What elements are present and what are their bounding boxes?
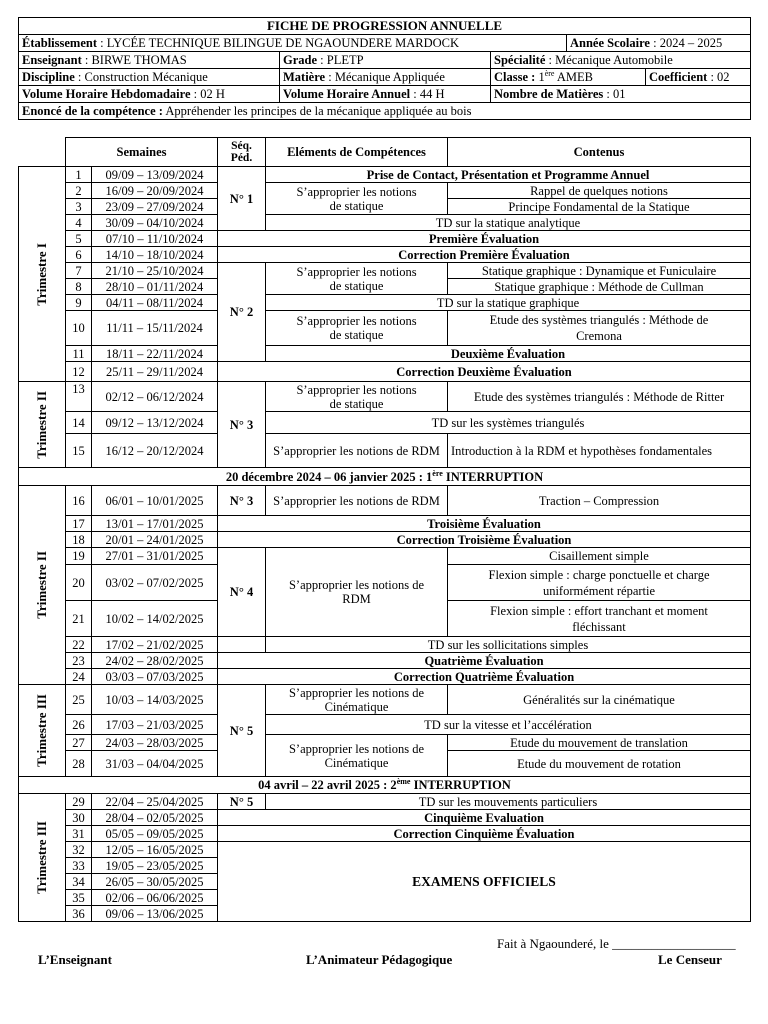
content-cell: Traction – Compression [448, 486, 751, 516]
week-number: 5 [66, 231, 92, 247]
evaluation-cell: Correction Première Évaluation [218, 247, 751, 263]
content-cell: Etude des systèmes triangulés : Méthode de Ritter [448, 382, 751, 412]
week-dates: 09/09 – 13/09/2024 [92, 167, 218, 183]
content-cell: TD sur les sollicitations simples [266, 637, 751, 653]
trimestre-1-label: Trimestre I [19, 167, 66, 382]
week-number: 25 [66, 685, 92, 715]
week-dates: 14/10 – 18/10/2024 [92, 247, 218, 263]
element-competence: S’approprier les notions de RDM [266, 548, 448, 637]
evaluation-cell: Troisième Évaluation [218, 516, 751, 532]
element-competence: S’approprier les notions de Cinématique [266, 685, 448, 715]
week-number: 18 [66, 532, 92, 548]
week-dates: 28/04 – 02/05/2025 [92, 810, 218, 826]
week-dates: 06/01 – 10/01/2025 [92, 486, 218, 516]
week-dates: 03/02 – 07/02/2025 [92, 565, 218, 601]
discipline-cell: Discipline : Construction Mécanique [19, 69, 280, 86]
week-number: 9 [66, 295, 92, 311]
content-cell: TD sur la statique analytique [266, 215, 751, 231]
week-number: 20 [66, 565, 92, 601]
week-number: 29 [66, 794, 92, 810]
element-competence: S’approprier les notions de statique [266, 311, 448, 346]
trimestre-3-label: Trimestre III [19, 794, 66, 922]
week-number: 32 [66, 842, 92, 858]
week-number: 21 [66, 601, 92, 637]
week-number: 19 [66, 548, 92, 565]
content-cell: Cisaillement simple [448, 548, 751, 565]
element-competence: S’approprier les notions de statique [266, 183, 448, 215]
interruption-2: 04 avril – 22 avril 2025 : 2ème INTERRUPTION [19, 777, 751, 794]
week-dates: 02/12 – 06/12/2024 [92, 382, 218, 412]
week-number: 2 [66, 183, 92, 199]
evaluation-cell: Quatrième Évaluation [218, 653, 751, 669]
week-dates: 10/02 – 14/02/2025 [92, 601, 218, 637]
content-cell: Etude des systèmes triangulés : Méthode de Cremona [448, 311, 751, 346]
week-number: 27 [66, 735, 92, 751]
signature-animateur: L’Animateur Pédagogique [306, 952, 453, 967]
sequence-4: N° 4 [218, 548, 266, 637]
week-dates: 17/02 – 21/02/2025 [92, 637, 218, 653]
col-header-contenus: Contenus [448, 138, 751, 167]
week-dates: 10/03 – 14/03/2025 [92, 685, 218, 715]
week-dates: 02/06 – 06/06/2025 [92, 890, 218, 906]
week-number: 4 [66, 215, 92, 231]
week-dates: 11/11 – 15/11/2024 [92, 311, 218, 346]
classe-cell: Classe : 1ère AMEB [491, 69, 646, 86]
volume-hebdo-cell: Volume Horaire Hebdomadaire : 02 H [19, 86, 280, 103]
week-dates: 04/11 – 08/11/2024 [92, 295, 218, 311]
week-number: 14 [66, 412, 92, 434]
week-number: 13 [66, 382, 92, 412]
week-dates: 18/11 – 22/11/2024 [92, 346, 218, 362]
content-cell: TD sur les mouvements particuliers [266, 794, 751, 810]
nombre-matieres-cell: Nombre de Matières : 01 [491, 86, 751, 103]
evaluation-cell: Cinquième Evaluation [218, 810, 751, 826]
week-dates: 31/03 – 04/04/2025 [92, 751, 218, 777]
week-number: 3 [66, 199, 92, 215]
week-number: 6 [66, 247, 92, 263]
week-number: 16 [66, 486, 92, 516]
week-dates: 19/05 – 23/05/2025 [92, 858, 218, 874]
element-competence: S’approprier les notions de statique [266, 382, 448, 412]
signature-enseignant: L’Enseignant [38, 952, 112, 967]
element-competence: S’approprier les notions de statique [266, 263, 448, 295]
content-cell: TD sur la vitesse et l’accélération [266, 715, 751, 735]
week-dates: 12/05 – 16/05/2025 [92, 842, 218, 858]
week-dates: 20/01 – 24/01/2025 [92, 532, 218, 548]
week-dates: 26/05 – 30/05/2025 [92, 874, 218, 890]
week-number: 33 [66, 858, 92, 874]
week-dates: 16/12 – 20/12/2024 [92, 434, 218, 468]
element-competence: S’approprier les notions de RDM [266, 486, 448, 516]
content-cell: Rappel de quelques notions [448, 183, 751, 199]
week-number: 1 [66, 167, 92, 183]
week-dates: 13/01 – 17/01/2025 [92, 516, 218, 532]
content-cell: Statique graphique : Dynamique et Funiculaire [448, 263, 751, 279]
week-dates: 16/09 – 20/09/2024 [92, 183, 218, 199]
week-dates: 22/04 – 25/04/2025 [92, 794, 218, 810]
week-number: 22 [66, 637, 92, 653]
enseignant-cell: Enseignant : BIRWE THOMAS [19, 52, 280, 69]
week-dates: 21/10 – 25/10/2024 [92, 263, 218, 279]
content-cell: Généralités sur la cinématique [448, 685, 751, 715]
examens-officiels: EXAMENS OFFICIELS [218, 842, 751, 922]
week-number: 17 [66, 516, 92, 532]
coefficient-cell: Coefficient : 02 [646, 69, 751, 86]
week-number: 15 [66, 434, 92, 468]
week-dates: 30/09 – 04/10/2024 [92, 215, 218, 231]
competence-cell: Enoncé de la compétence : Appréhender les principes de la mécanique appliquée au bois [19, 103, 751, 120]
week-dates: 27/01 – 31/01/2025 [92, 548, 218, 565]
signature-censeur: Le Censeur [658, 952, 722, 967]
trimestre-2-label: Trimestre II [19, 486, 66, 685]
trimestre-3-label: Trimestre III [19, 685, 66, 777]
progression-table [18, 137, 751, 922]
week-number: 10 [66, 311, 92, 346]
week-dates: 25/11 – 29/11/2024 [92, 362, 218, 382]
evaluation-cell: Deuxième Évaluation [266, 346, 751, 362]
week-number: 24 [66, 669, 92, 685]
week-number: 34 [66, 874, 92, 890]
header-table [18, 17, 751, 120]
evaluation-cell: Correction Deuxième Évaluation [218, 362, 751, 382]
trimestre-2-label: Trimestre II [19, 382, 66, 468]
content-cell: TD sur la statique graphique [266, 295, 751, 311]
sequence-1: N° 1 [218, 167, 266, 231]
week-number: 35 [66, 890, 92, 906]
evaluation-cell: Première Évaluation [218, 231, 751, 247]
week-dates: 09/12 – 13/12/2024 [92, 412, 218, 434]
col-header-semaines: Semaines [66, 138, 218, 167]
volume-annuel-cell: Volume Horaire Annuel : 44 H [280, 86, 491, 103]
fait-a-line: Fait à Ngaounderé, le ___________________ [497, 936, 736, 951]
week-number: 26 [66, 715, 92, 735]
evaluation-cell: Correction Cinquième Évaluation [218, 826, 751, 842]
week-number: 31 [66, 826, 92, 842]
interruption-1: 20 décembre 2024 – 06 janvier 2025 : 1ère INTERRUPTION [19, 468, 751, 486]
col-header-elements: Eléments de Compétences [266, 138, 448, 167]
week-number: 23 [66, 653, 92, 669]
element-competence: S’approprier les notions de RDM [266, 434, 448, 468]
content-cell: Prise de Contact, Présentation et Programme Annuel [266, 167, 751, 183]
content-cell: Flexion simple : charge ponctuelle et charge uniformément répartie [448, 565, 751, 601]
sequence-5: N° 5 [218, 794, 266, 810]
week-number: 7 [66, 263, 92, 279]
week-dates: 05/05 – 09/05/2025 [92, 826, 218, 842]
specialite-cell: Spécialité : Mécanique Automobile [491, 52, 751, 69]
content-cell: Introduction à la RDM et hypothèses fondamentales [448, 434, 751, 468]
content-cell: Flexion simple : effort tranchant et moment fléchissant [448, 601, 751, 637]
sequence-3: N° 3 [218, 382, 266, 468]
evaluation-cell: Correction Quatrième Évaluation [218, 669, 751, 685]
week-dates: 03/03 – 07/03/2025 [92, 669, 218, 685]
week-number: 28 [66, 751, 92, 777]
sequence-4-continued [218, 637, 266, 653]
week-number: 12 [66, 362, 92, 382]
sequence-2: N° 2 [218, 263, 266, 362]
content-cell: Principe Fondamental de la Statique [448, 199, 751, 215]
document-title: FICHE DE PROGRESSION ANNUELLE [19, 18, 751, 35]
content-cell: Etude du mouvement de rotation [448, 751, 751, 777]
corner-cell [19, 138, 66, 167]
content-cell: TD sur les systèmes triangulés [266, 412, 751, 434]
grade-cell: Grade : PLETP [280, 52, 491, 69]
week-number: 30 [66, 810, 92, 826]
week-dates: 28/10 – 01/11/2024 [92, 279, 218, 295]
col-header-seq: Séq. Péd. [218, 138, 266, 167]
content-cell: Statique graphique : Méthode de Cullman [448, 279, 751, 295]
week-dates: 17/03 – 21/03/2025 [92, 715, 218, 735]
week-dates: 24/03 – 28/03/2025 [92, 735, 218, 751]
element-competence: S’approprier les notions de Cinématique [266, 735, 448, 777]
week-dates: 23/09 – 27/09/2024 [92, 199, 218, 215]
sequence-3: N° 3 [218, 486, 266, 516]
week-dates: 07/10 – 11/10/2024 [92, 231, 218, 247]
sequence-5: N° 5 [218, 685, 266, 777]
matiere-cell: Matière : Mécanique Appliquée [280, 69, 491, 86]
annee-scolaire-cell: Année Scolaire : 2024 – 2025 [567, 35, 751, 52]
content-cell: Etude du mouvement de translation [448, 735, 751, 751]
evaluation-cell: Correction Troisième Évaluation [218, 532, 751, 548]
week-dates: 24/02 – 28/02/2025 [92, 653, 218, 669]
week-dates: 09/06 – 13/06/2025 [92, 906, 218, 922]
week-number: 36 [66, 906, 92, 922]
week-number: 8 [66, 279, 92, 295]
week-number: 11 [66, 346, 92, 362]
etablissement-cell: Établissement : LYCÉE TECHNIQUE BILINGUE DE NGAOUNDERE MARDOCK [19, 35, 567, 52]
